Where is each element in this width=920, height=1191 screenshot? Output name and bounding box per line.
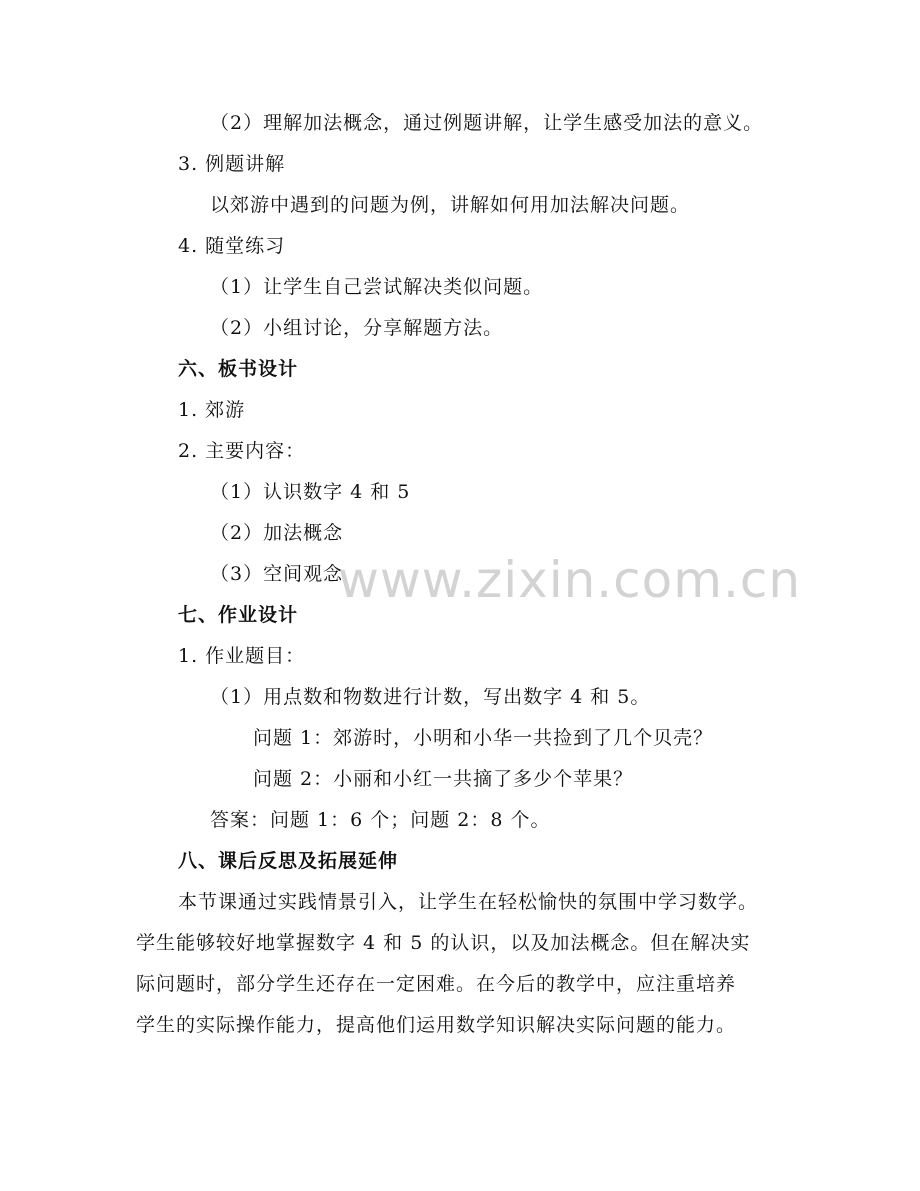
text-line: （2）理解加法概念，通过例题讲解，让学生感受加法的意义。 [210, 112, 764, 134]
list-item-heading: 4. 随堂练习 [178, 235, 286, 257]
text-line: 答案：问题 1：6 个；问题 2：8 个。 [210, 809, 551, 831]
paragraph-line: 际问题时，部分学生还存在一定困难。在今后的教学中，应注重培养 [136, 973, 737, 995]
text-line: 问题 2：小丽和小红一共摘了多少个苹果？ [253, 768, 634, 790]
paragraph-line: 本节课通过实践情景引入，让学生在轻松愉快的氛围中学习数学。 [178, 891, 759, 913]
list-item-heading: 3. 例题讲解 [178, 153, 286, 175]
text-line: （2）加法概念 [210, 522, 344, 544]
list-item-heading: 1. 郊游 [178, 399, 246, 421]
section-heading: 八、课后反思及拓展延伸 [178, 850, 399, 872]
section-heading: 六、板书设计 [178, 358, 299, 380]
text-line: 以郊游中遇到的问题为例，讲解如何用加法解决问题。 [210, 194, 691, 216]
list-item-heading: 1. 作业题目： [178, 645, 306, 667]
watermark: www.zixin.com.cn [338, 551, 802, 609]
text-line: （1）用点数和物数进行计数，写出数字 4 和 5。 [210, 686, 651, 708]
paragraph-line: 学生的实际操作能力，提高他们运用数学知识解决实际问题的能力。 [136, 1014, 737, 1036]
text-line: （1）让学生自己尝试解决类似问题。 [210, 276, 544, 298]
text-line: （2）小组讨论，分享解题方法。 [210, 317, 504, 339]
text-line: （3）空间观念 [210, 563, 344, 585]
paragraph-line: 学生能够较好地掌握数字 4 和 5 的认识，以及加法概念。但在解决实 [136, 932, 751, 954]
text-line: 问题 1：郊游时，小明和小华一共捡到了几个贝壳？ [253, 727, 714, 749]
list-item-heading: 2. 主要内容： [178, 440, 306, 462]
text-line: （1）认识数字 4 和 5 [210, 481, 411, 503]
section-heading: 七、作业设计 [178, 604, 299, 626]
